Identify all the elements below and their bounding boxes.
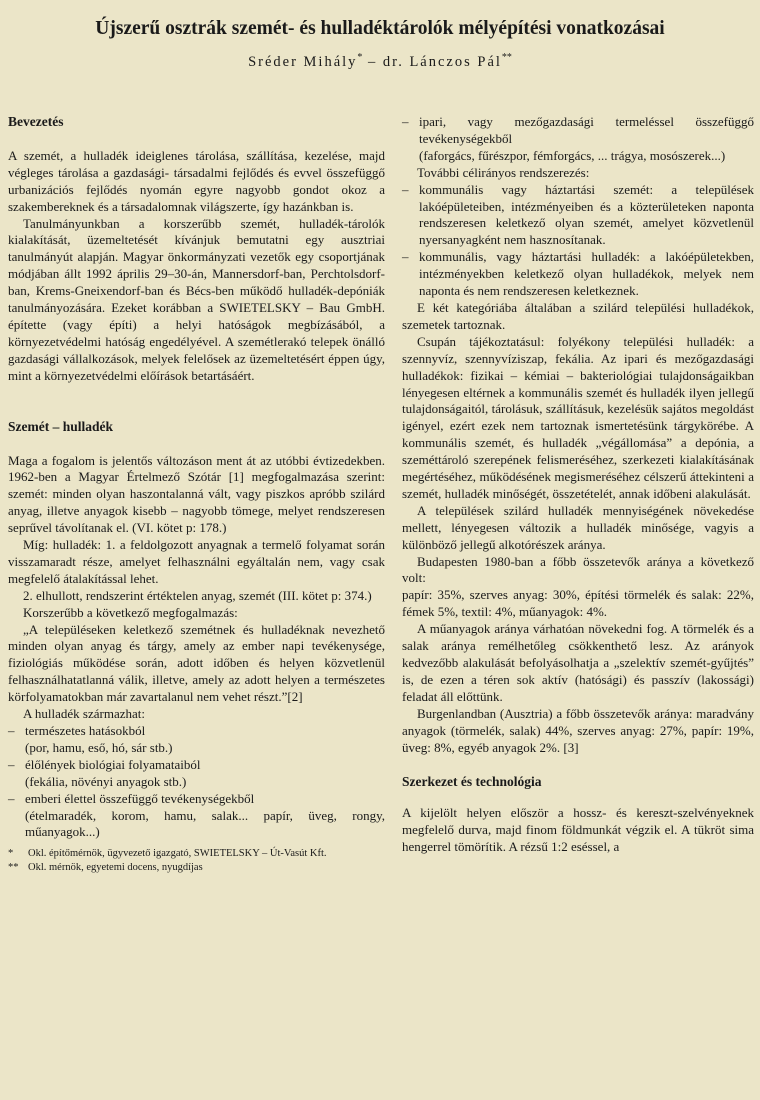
right-column bbox=[402, 114, 754, 856]
waste-paragraph-3: 2. elhullott, rendszerint értéktelen anyag, szemét (III. kötet p: 374.) bbox=[23, 587, 372, 603]
structure-paragraph-1: A kijelölt helyen először a hossz- és kereszt-szelvényeknek megfelelő durva, majd finom földmunkát végzik el. A tükröt sima hengerrel tömörítik. A rézsű 1:2 eséssel, a bbox=[402, 805, 754, 855]
list-item-text: természetes hatásokból bbox=[25, 723, 146, 738]
list-item-text: kommunális vagy háztartási szemét: a települések lakóépületeiben, intézményeiben és a közterületeken naponta rendszeresen keletkező olyan szemét, amelyet közvetlenül nyersanyagként nem hasznosítanak. bbox=[419, 181, 754, 248]
footnote bbox=[8, 847, 385, 861]
list-item bbox=[8, 757, 385, 774]
intro-paragraph-2: Tanulmányunkban a korszerűbb szemét, hulladék-tárolók kialakítását, üzemeltetését kívánjuk bemutatni egy ausztriai tanulmányút alapján. Magyar önkormányzati vezetők egy csoportjának módjában állt 1992 április 29–30-án, Mannersdorf-ban, Perchtolsdorf-ban, Krems-Gneixendorf-ban és Bécs-ben működő hulladék-depóniák tanulmányozására. Ezeket korábban a SWIETELSKY – Bau GmbH. építette (vagy építi) a helyi hatóságok megbízásából, a környezetvédelmi hatóság engedélyével. A szemétlerakó telepek önálló gazdasági vállalkozások, melyek felelősek az üzemeltetésért éppen úgy, mint a környezetvédelmi előírások betartásáért. bbox=[8, 215, 385, 383]
paragraph: Budapesten 1980-ban a főbb összetevők aránya a következő volt: bbox=[402, 553, 754, 586]
heading-introduction: Bevezetés bbox=[8, 114, 64, 129]
waste-origin-intro: A hulladék származhat: bbox=[23, 706, 146, 722]
list-item bbox=[8, 791, 385, 808]
heading-waste: Szemét – hulladék bbox=[8, 418, 114, 434]
list-item-detail: (por, hamu, eső, hó, sár stb.) bbox=[25, 739, 173, 755]
list-item-detail: (faforgács, fűrészpor, fémforgács, ... trágya, mosószerek...) bbox=[419, 147, 726, 163]
dash-bullet: – bbox=[8, 756, 15, 772]
paragraph: A települések szilárd hulladék mennyiségének növekedése mellett, lényegesen változik a hulladék minősége, vagyis a különböző jellegű alkotórészek aránya. bbox=[402, 502, 754, 552]
footnotes bbox=[8, 847, 385, 874]
author-2: Lánczos Pál bbox=[409, 53, 502, 70]
author-1-mark: * bbox=[357, 52, 363, 63]
left-column bbox=[8, 114, 385, 874]
paragraph: Csupán tájékoztatásul: folyékony települési hulladék: a szennyvíz, szennyvíziszap, fekália. Az ipari és mezőgazdasági hulladékok: fizikai – kémiai – bakteriológiai tulajdonságaikban lényegesen eltérnek a kommunális szemét és hulladék ilyen jellegű tulajdonságaitól, tárolásuk, szállításuk, kezelésük sajátos megoldást igényel, ezért ezek nem tartoznak ismertetésünk tárgykörébe. A kommunális szemét, és hulladék „végállomása” a depónia, a szeméttároló szerepének felismeréséhez, szerkezeti kialakításának megértéséhez, működésének megismeréséhez célszerű áttekinteni a szemét, hulladék minőségét, összetételét, annak időbeni alakulását. bbox=[402, 333, 754, 501]
author-separator: – dr. bbox=[368, 53, 404, 70]
list-item-text: kommunális, vagy háztartási hulladék: a lakóépületekben, intézményekben keletkező olyan hulladékok, melyek nem naponta és nem rendszeresen keletkeznek. bbox=[419, 249, 754, 299]
paragraph: A műanyagok aránya várhatóan növekedni fog. A törmelék és a salak aránya remélhetőleg csökkenthető lesz. Az arányok kedvezőbb alakulását befolyásolhatja a „szelektív szemét-gyűjtés” is, de ezen a téren sok aktív (hatósági) és passzív (lakossági) feladat áll előttünk. bbox=[402, 621, 754, 704]
waste-paragraph-1: Maga a fogalom is jelentős változáson ment át az utóbbi évtizedekben. 1962-ben a Magyar Értelmező Szótár [1] megfogalmazása szerint: szemét: minden olyan haszontalanná vált, vagy piszkos apróbb szilárd anyag, illetve anyagok kisebb – nagyobb tömege, melyet rendszeresen seprűvel távolítanak el. (VI. kötet p: 178.) bbox=[8, 452, 385, 536]
list-item-text: ipari, vagy mezőgazdasági termeléssel összefüggő tevékenységekből bbox=[419, 114, 754, 146]
footnote-mark: * bbox=[8, 848, 14, 860]
list-item bbox=[402, 114, 754, 148]
list-item-detail: (ételmaradék, korom, hamu, salak... papír, üveg, rongy, műanyagok...) bbox=[25, 807, 385, 840]
list-item bbox=[402, 249, 754, 300]
footnote-text: Okl. építőmérnök, ügyvezető igazgató, SWIETELSKY – Út-Vasút Kft. bbox=[28, 848, 327, 860]
intro-paragraph-1: A szemét, a hulladék ideiglenes tárolása, szállítása, kezelése, majd végleges tárolása a gazdasági- társadalmi fejlődés és evvel összefüggő urbanizációs fejlődés nyomán egyre nagyobb gondot okoz a szakembereknek és a társadalomnak világszerte, így hazánkban is. bbox=[8, 147, 385, 214]
list-item bbox=[402, 182, 754, 250]
waste-definition-quote: „A településeken keletkező szemétnek és hulladéknak nevezhető minden olyan anyag és tárgy, amely az ember napi tevékenysége, fiziológiás működése során, adott időben és helyen közvetlenül felhasználhatatlanná válik, illetve, amely az adott helyen a természetes körfolyamatokban már zavartalanul nem vehet részt.”[2] bbox=[8, 621, 385, 705]
waste-paragraph-2: Míg: hulladék: 1. a feldolgozott anyagnak a termelő folyamat során visszamaradt része, amelyet felhasználni egyáltalán nem, vagy csak megfelelő átalakítással lehet. bbox=[8, 537, 385, 586]
heading-structure: Szerkezet és technológia bbox=[402, 774, 542, 790]
dash-bullet: – bbox=[402, 114, 409, 129]
dash-bullet: – bbox=[402, 249, 409, 265]
list-item-detail: (fekália, növényi anyagok stb.) bbox=[25, 773, 187, 789]
footnote-text: Okl. mérnök, egyetemi docens, nyugdíjas bbox=[28, 861, 203, 873]
paragraph: E két kategóriába általában a szilárd települési hulladékok, szemetek tartoznak. bbox=[402, 299, 754, 332]
author-1: Sréder Mihály bbox=[248, 53, 358, 70]
footnote-mark: ** bbox=[8, 861, 19, 873]
dash-bullet: – bbox=[8, 790, 15, 806]
waste-paragraph-4: Korszerűbb a következő megfogalmazás: bbox=[23, 604, 238, 620]
dash-bullet: – bbox=[402, 181, 409, 197]
list-item bbox=[8, 723, 385, 740]
list-item-text: emberi élettel összefüggő tevékenységekből bbox=[25, 790, 255, 806]
list-item-text: élőlények biológiai folyamataiból bbox=[25, 756, 201, 772]
page-title: Újszerű osztrák szemét- és hulladéktárolók mélyépítési vonatkozásai bbox=[95, 18, 665, 39]
dash-bullet: – bbox=[8, 723, 15, 738]
composition-budapest: papír: 35%, szerves anyag: 30%, építési törmelék és salak: 22%, fémek 5%, textil: 4%, műanyagok: 4%. bbox=[402, 587, 754, 620]
footnote bbox=[8, 861, 385, 875]
classification-intro: További célirányos rendszerezés: bbox=[417, 164, 590, 180]
author-2-mark: ** bbox=[501, 52, 512, 63]
authors-line bbox=[0, 52, 760, 71]
composition-burgenland: Burgenlandban (Ausztria) a főbb összetevők aránya: maradvány anyagok (törmelék, salak) 44%, szerves anyag: 27%, papír: 19%, üveg: 8%, egyéb anyagok 2%. [3] bbox=[402, 705, 754, 755]
